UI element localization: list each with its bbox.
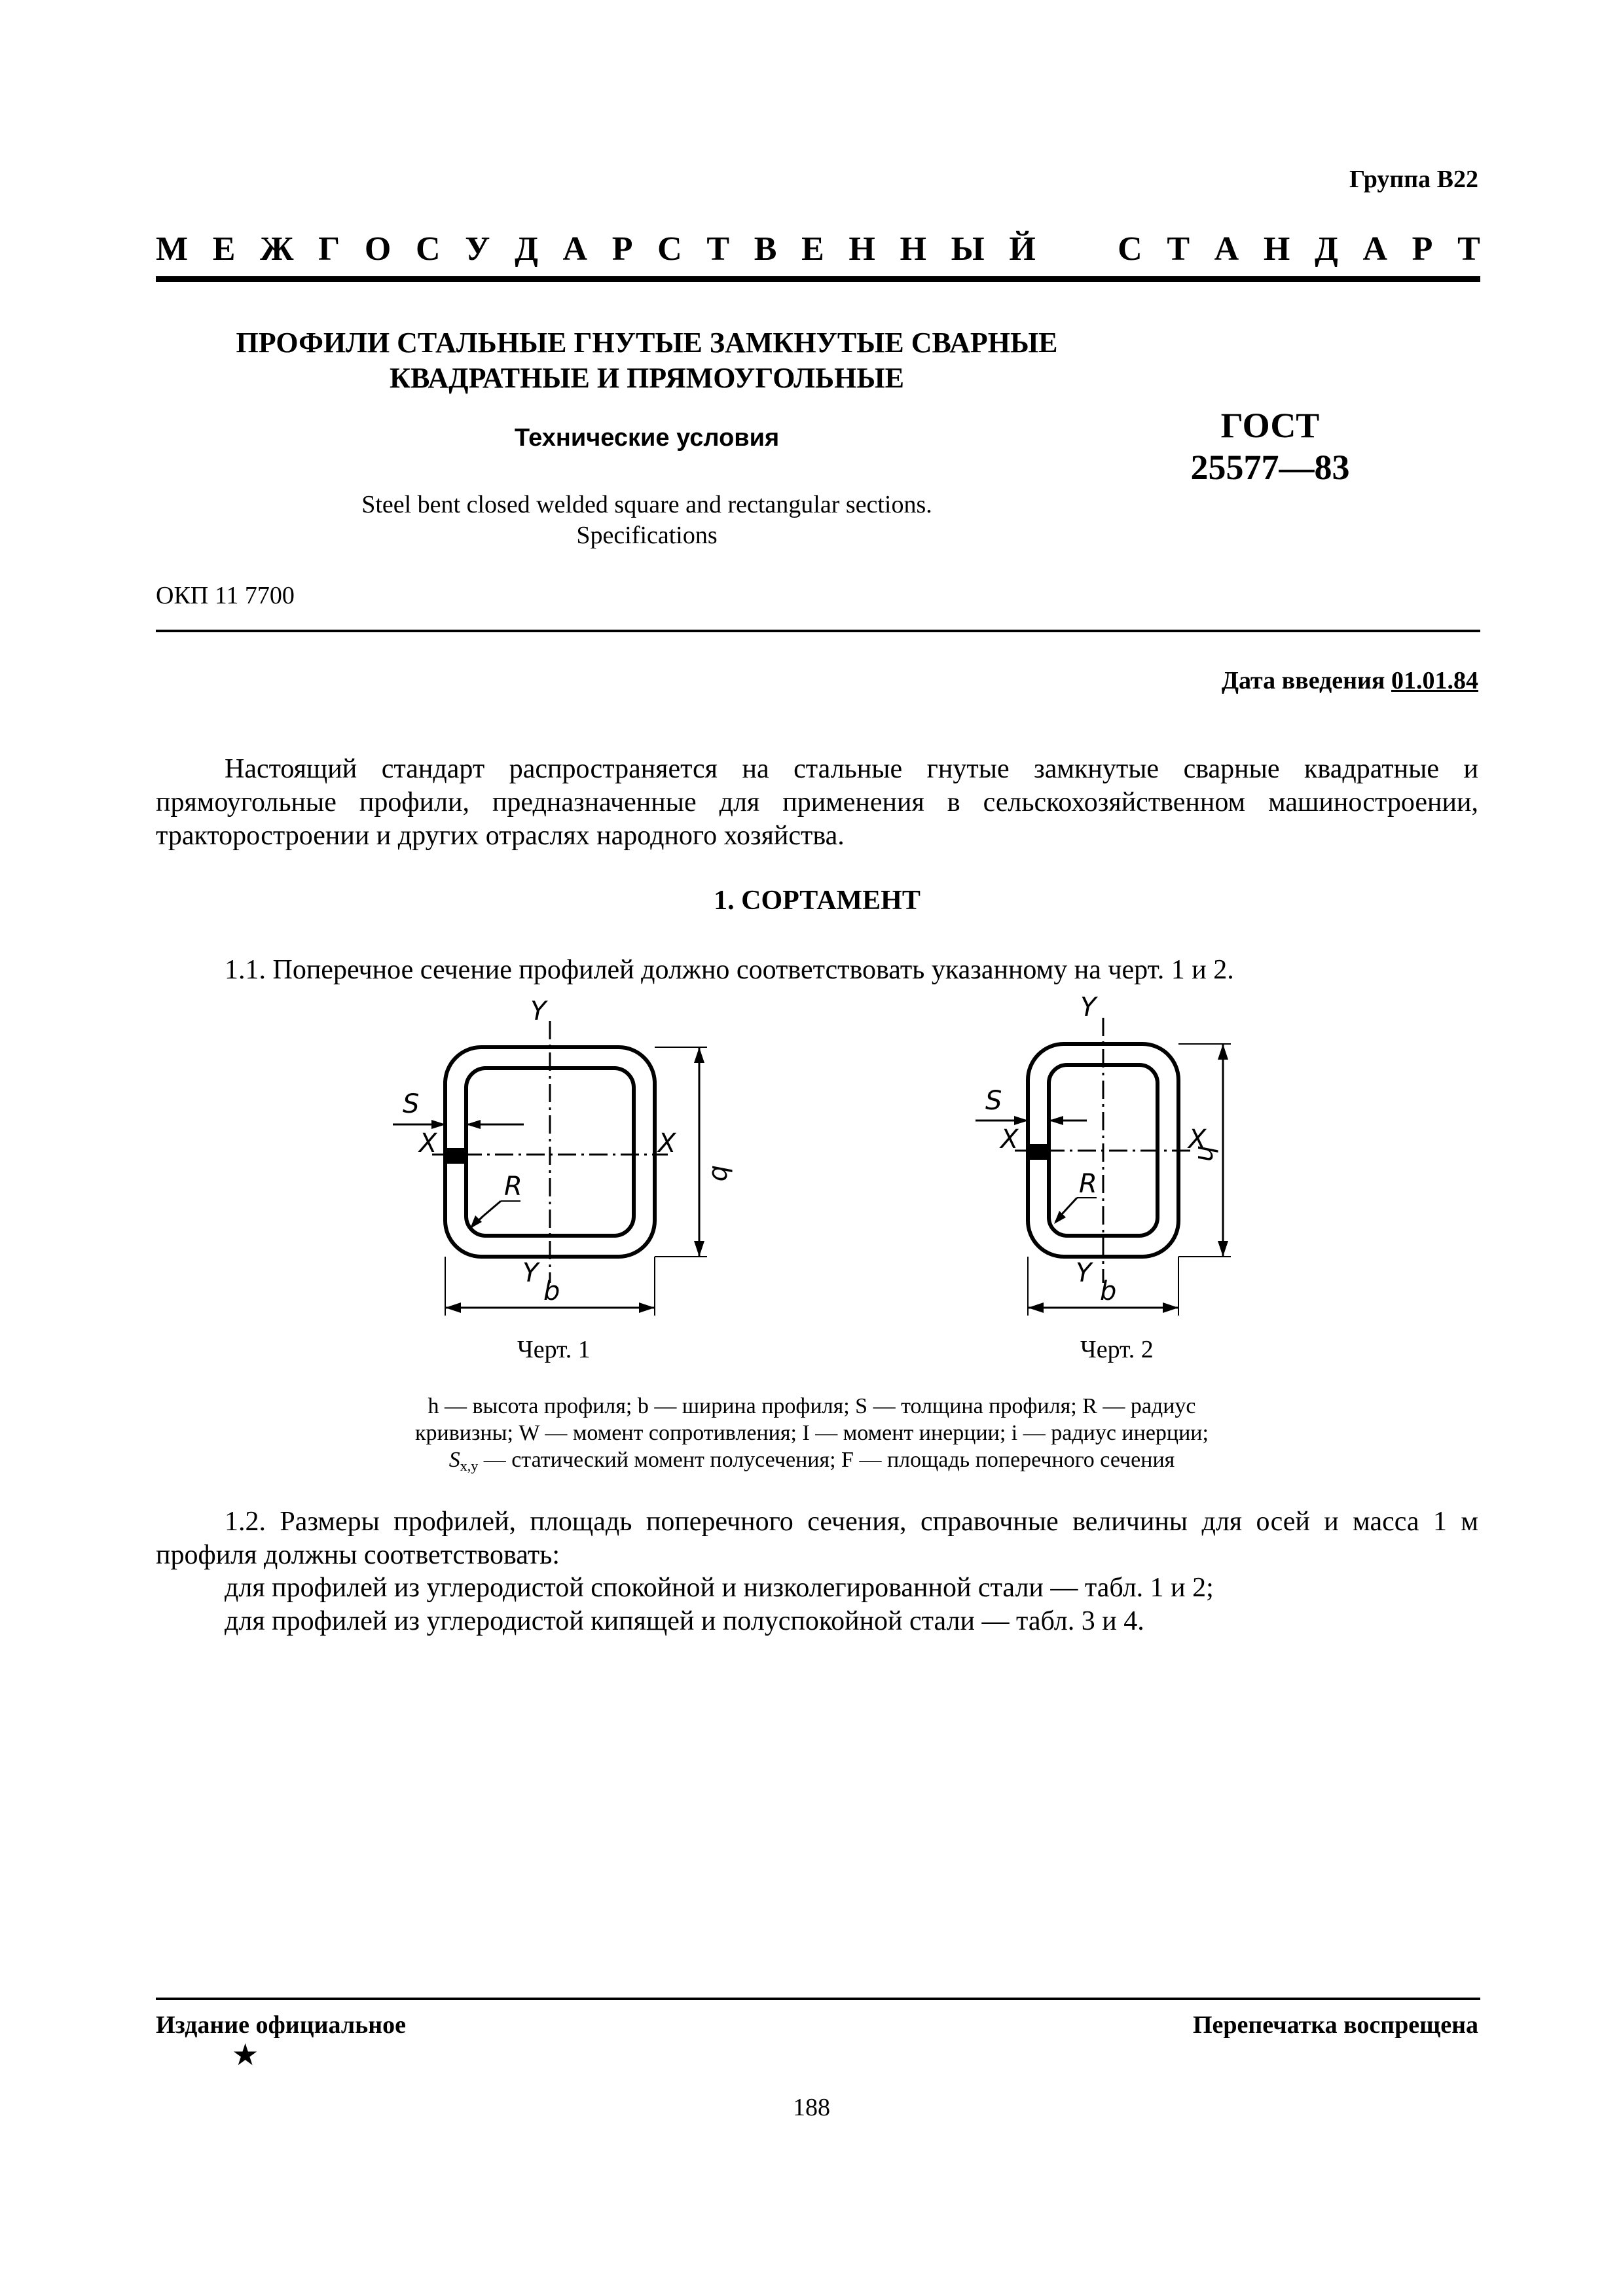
date-label: Дата введения xyxy=(1221,667,1385,694)
label-y-bottom: Y xyxy=(1076,1258,1092,1288)
banner-letter: А xyxy=(1214,230,1239,268)
banner-letter: Д xyxy=(515,230,538,268)
banner-letter: Т xyxy=(1167,230,1190,268)
document-subtitle: Технические условия xyxy=(514,424,780,452)
banner-letter: С xyxy=(416,230,441,268)
okp-code: ОКП 11 7700 xyxy=(156,582,295,609)
label-r: R xyxy=(504,1172,522,1202)
banner-letter: Р xyxy=(1412,230,1433,268)
banner-letter: Т xyxy=(1457,230,1480,268)
list-item: для профилей из углеродистой спокойной и низколегированной стали — табл. 1 и 2; xyxy=(225,1573,1214,1603)
label-r: R xyxy=(1079,1169,1097,1199)
page-number: 188 xyxy=(793,2094,830,2121)
banner-letter: С xyxy=(657,230,682,268)
gost-code: 25577—83 xyxy=(1190,448,1350,487)
banner-letter: Р xyxy=(611,230,633,268)
legend-line-2: кривизны; W — момент сопротивления; I — момент инерции; i — радиус инерции; xyxy=(415,1421,1209,1445)
label-b-vertical: b xyxy=(706,1165,736,1182)
label-x-right: X xyxy=(658,1128,676,1158)
star-icon: ★ xyxy=(232,2038,259,2072)
banner-letter: А xyxy=(562,230,588,268)
banner-letter: М xyxy=(156,230,189,268)
label-x-left: X xyxy=(419,1128,437,1158)
figure-legend xyxy=(327,1393,1296,1479)
section-heading: 1. СОРТАМЕНТ xyxy=(714,886,921,916)
title-rule xyxy=(156,630,1480,632)
label-y-top: Y xyxy=(1080,992,1097,1022)
figure-1-drawing xyxy=(367,996,736,1335)
banner-letter: В xyxy=(754,230,777,268)
label-b: b xyxy=(543,1276,560,1306)
label-y-bottom: Y xyxy=(522,1258,539,1288)
paragraph-1-1: 1.1. Поперечное сечение профилей должно соответствовать указанному на черт. 1 и 2. xyxy=(225,955,1234,985)
label-x-left: X xyxy=(1000,1124,1019,1155)
banner-letter: У xyxy=(465,230,490,268)
legend-line-1: h — высота профиля; b — ширина профиля; S — толщина профиля; R — радиус xyxy=(428,1394,1196,1418)
intro-paragraph: Настоящий стандарт распространяется на стальные гнутые замкнутые сварные квадратные и прямоугольные профили, предназначенные для применения в сельскохозяйственном машиностроении, тракторостроении и других отраслях народного хозяйства. xyxy=(156,754,1478,851)
legend-s-subscript: x,y xyxy=(460,1458,479,1474)
figure-2-rectangular-section xyxy=(956,992,1283,1363)
reprint-note: Перепечатка воспрещена xyxy=(1192,2011,1478,2039)
interstate-standard-banner xyxy=(156,223,1480,268)
label-h: h xyxy=(1192,1145,1222,1162)
label-x-right: X xyxy=(1188,1124,1207,1155)
list-item: для профилей из углеродистой кипящей и полуспокойной стали — табл. 3 и 4. xyxy=(225,1606,1144,1636)
figure-1-square-section xyxy=(367,996,736,1363)
banner-letter: Н xyxy=(1263,230,1290,268)
footer-rule xyxy=(156,1998,1480,2000)
banner-letter: С xyxy=(1118,230,1142,268)
group-code: Группа В22 xyxy=(1349,166,1478,193)
label-y-top: Y xyxy=(530,996,547,1026)
banner-letter: Ж xyxy=(260,230,294,268)
banner-letter: Н xyxy=(900,230,926,268)
header-rule xyxy=(156,276,1480,282)
english-title xyxy=(156,490,1138,551)
banner-letter: Д xyxy=(1315,230,1338,268)
edition-note: Издание официальное xyxy=(156,2011,407,2039)
paragraph-1-2: 1.2. Размеры профилей, площадь поперечного сечения, справочные величины для осей и масса 1 м профиля должны соответствовать: xyxy=(156,1507,1478,1570)
banner-letter: Г xyxy=(318,230,340,268)
banner-letter: Т xyxy=(706,230,730,268)
banner-letter: Й xyxy=(1009,230,1036,268)
english-title-line-1: Steel bent closed welded square and rectangular sections. xyxy=(361,491,932,518)
title-line-2: КВАДРАТНЫЕ И ПРЯМОУГОЛЬНЫЕ xyxy=(390,362,904,394)
legend-line-3-text: — статический момент полусечения; F — площадь поперечного сечения xyxy=(478,1448,1175,1472)
legend-s-symbol: S xyxy=(448,1448,460,1472)
figure-1-caption: Черт. 1 xyxy=(517,1336,591,1363)
banner-letter: О xyxy=(364,230,392,268)
gost-label: ГОСТ xyxy=(1220,406,1320,445)
introduction-date xyxy=(1222,666,1478,695)
label-s: S xyxy=(985,1086,1002,1116)
gost-number xyxy=(1172,404,1368,488)
figure-2-drawing xyxy=(956,992,1283,1335)
label-s: S xyxy=(403,1089,420,1119)
title-line-1: ПРОФИЛИ СТАЛЬНЫЕ ГНУТЫЕ ЗАМКНУТЫЕ СВАРНЫЕ xyxy=(236,327,1058,359)
banner-letter: Ы xyxy=(951,230,985,268)
figure-2-caption: Черт. 2 xyxy=(1080,1336,1154,1363)
date-value: 01.01.84 xyxy=(1391,667,1478,694)
banner-letter: Е xyxy=(801,230,824,268)
english-title-line-2: Specifications xyxy=(576,522,718,549)
banner-letter: А xyxy=(1362,230,1387,268)
banner-letter: Е xyxy=(212,230,236,268)
banner-letter: Н xyxy=(848,230,875,268)
label-b: b xyxy=(1100,1276,1117,1306)
legend-line-3 xyxy=(327,1446,1296,1479)
document-title xyxy=(156,325,1138,396)
